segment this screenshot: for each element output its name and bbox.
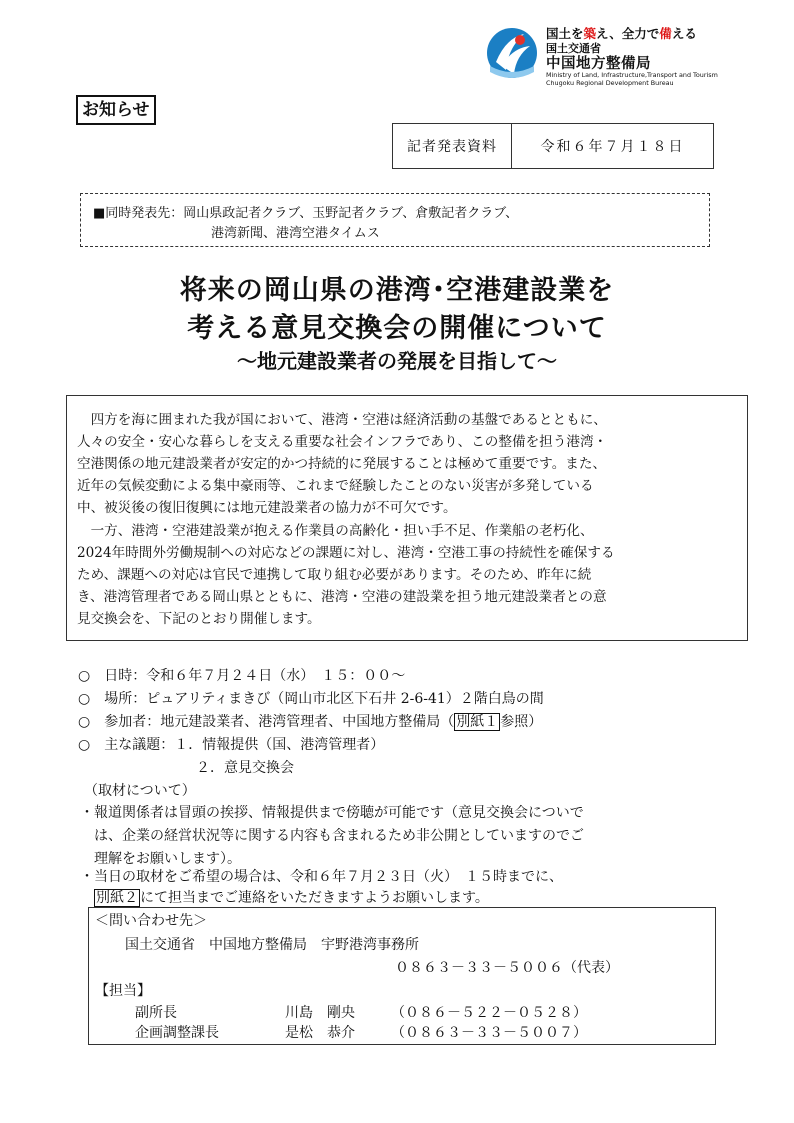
logo-ministry-name: 国土交通省	[546, 42, 601, 55]
coverage-heading: （取材について）	[84, 783, 196, 799]
page-title-line-1: 将来の岡山県の港湾･空港建設業を	[179, 275, 615, 306]
summary-p1-line: 近年の気候変動による集中豪雨等、これまで経験したことのない災害が多発している	[77, 478, 594, 494]
summary-p1-line: 人々の安全・安心な暮らしを支える重要な社会インフラであり、この整備を担う港湾・	[77, 434, 608, 450]
summary-p2-line: 一方、港湾・空港建設業が抱える作業員の高齢化・担い手不足、作業船の老朽化、	[90, 523, 594, 539]
contact-heading: ＜問い合わせ先＞	[95, 913, 207, 929]
summary-p1-line: 中、被災後の復旧復興には地元建設業者の協力が不可欠です。	[77, 500, 457, 516]
contact-charge-label: 【担当】	[95, 983, 151, 999]
attachment-2-ref: 別紙２	[96, 890, 138, 906]
simultaneous-line-1: ■同時発表先：岡山県政記者クラブ、玉野記者クラブ、倉敷記者クラブ、	[93, 206, 519, 221]
summary-box	[66, 395, 748, 641]
detail-datetime: ○ 日時：令和６年７月２４日（水） １５：００～	[78, 668, 406, 684]
contact-person-phone: （０８６３－３３－５００７）	[391, 1025, 587, 1041]
coverage-bullet-1-line-1: ・報道関係者は冒頭の挨拶、情報提供まで傍聴が可能です（意見交換会についで	[80, 805, 584, 821]
press-release-box	[392, 123, 714, 169]
logo-bureau-english: Chugoku Regional Development Bureau	[546, 79, 674, 87]
detail-participants: ○ 参加者：地元建設業者、港湾管理者、中国地方整備局（ 別紙１ 参照）	[78, 714, 543, 730]
coverage-bullet-2-line-2: 別紙２ にて担当までご連絡をいただきますようお願いします。	[96, 890, 489, 906]
summary-p1-line: 四方を海に囲まれた我が国において、港湾・空港は経済活動の基盤であるとともに、	[90, 412, 607, 428]
detail-agenda-1: ○ 主な議題：１．情報提供（国、港湾管理者）	[78, 737, 385, 753]
detail-agenda-2: ２．意見交換会	[196, 760, 294, 776]
bureau-logo-icon	[486, 26, 538, 80]
notice-label: お知らせ	[76, 95, 156, 125]
contact-box	[88, 907, 716, 1045]
logo-bureau-name: 中国地方整備局	[546, 56, 651, 72]
simultaneous-release-box	[80, 193, 710, 247]
contact-person-title: 副所長	[135, 1005, 177, 1021]
attachment-1-ref: 別紙１	[456, 714, 499, 730]
detail-place: ○ 場所：ピュアリティまきび（岡山市北区下石井 2-6-41）２階白鳥の間	[78, 691, 544, 707]
press-release-date: 令和６年７月１８日	[540, 139, 685, 155]
contact-person-title: 企画調整課長	[135, 1025, 219, 1041]
logo-slogan: 国土を築え、全力で備える	[546, 26, 697, 41]
summary-paragraph-2	[77, 520, 739, 630]
coverage-bullet-1-line-3: 理解をお願いします）。	[94, 851, 241, 867]
bureau-logo	[486, 24, 786, 86]
summary-paragraph-1	[77, 409, 739, 519]
contact-person-phone: （０８６－５２２－０５２８）	[391, 1005, 587, 1021]
summary-p1-line: 空港関係の地元建設業者が安定的かつ持続的に発展することは極めて重要です。また、	[77, 456, 607, 472]
contact-office: 国土交通省 中国地方整備局 宇野港湾事務所	[125, 937, 419, 953]
page-title-line-2: 考える意見交換会の開催について	[187, 313, 607, 344]
summary-p2-line: 2024年時間外労働規制への対応などの課題に対し、港湾・空港工事の持続性を確保する	[77, 545, 615, 561]
summary-p2-line: き、港湾管理者である岡山県とともに、港湾・空港の建設業を担う地元建設業者との意	[77, 589, 607, 605]
summary-p2-line: 見交換会を、下記のとおり開催します。	[77, 611, 321, 627]
contact-person-name: 是松 恭介	[285, 1025, 355, 1041]
logo-ministry-english: Ministry of Land, Infrastructure,Transport and Tourism	[546, 71, 718, 79]
page-subtitle: ～地元建設業者の発展を目指して～	[237, 349, 557, 373]
coverage-bullet-2-line-1: ・当日の取材をご希望の場合は、令和６年７月２３日（火） １５時までに、	[80, 869, 563, 885]
contact-person-name: 川島 剛央	[285, 1005, 355, 1021]
summary-p2-line: ため、課題への対応は官民で連携して取り組む必要があります。そのため、昨年に続	[77, 567, 592, 583]
contact-main-phone: ０８６３－３３－５００６（代表）	[395, 960, 619, 976]
press-release-label: 記者発表資料	[393, 124, 512, 168]
simultaneous-line-2: 港湾新聞、港湾空港タイムス	[211, 226, 380, 241]
coverage-bullet-1-line-2: は、企業の経営状況等に関する内容も含まれるため非公開としていますのでご	[94, 828, 584, 844]
